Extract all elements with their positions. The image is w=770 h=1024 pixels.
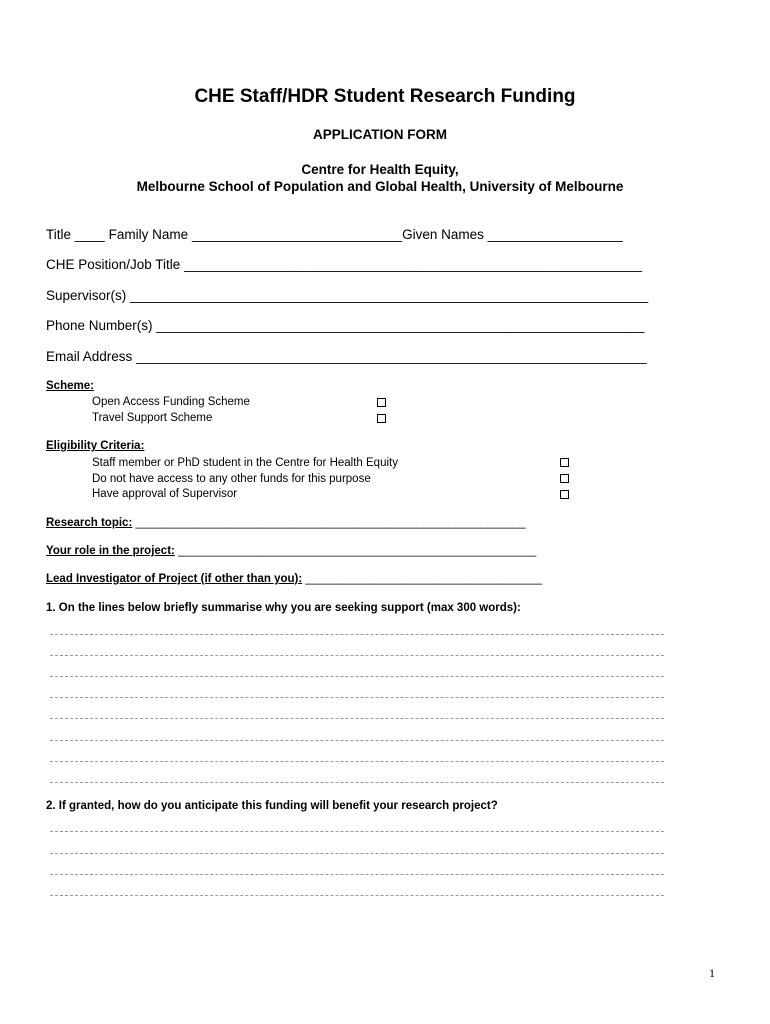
family-name-label: Family Name [108, 227, 189, 242]
title-field[interactable]: ____ [74, 227, 105, 242]
supervisor-row [46, 288, 648, 303]
q1-answer-line[interactable] [50, 634, 664, 635]
research-topic-label: Research topic: [46, 517, 133, 529]
family-name-field[interactable]: ____________________________ [191, 227, 403, 242]
name-row [46, 227, 623, 242]
supervisor-label: Supervisor(s) [46, 288, 127, 303]
position-label: CHE Position/Job Title [46, 257, 181, 272]
school-name: Melbourne School of Population and Global Health, University of Melbourne [136, 179, 624, 194]
eligibility-item-staff: Staff member or PhD student in the Centre for Health Equity [92, 457, 398, 469]
funds-checkbox[interactable] [560, 474, 569, 483]
eligibility-heading: Eligibility Criteria: [46, 440, 145, 452]
research-topic-row [46, 517, 526, 529]
lead-investigator-label: Lead Investigator of Project (if other than you): [46, 573, 303, 585]
form-subtitle: APPLICATION FORM [313, 127, 447, 142]
email-field[interactable]: ____________________________________________________________________ [136, 349, 647, 364]
page-number: 1 [709, 966, 715, 980]
form-title: CHE Staff/HDR Student Research Funding [194, 86, 576, 107]
scheme-heading: Scheme: [46, 380, 94, 392]
position-field[interactable]: _____________________________________________________________ [184, 257, 643, 272]
q2-answer-line[interactable] [50, 895, 664, 896]
q1-answer-line[interactable] [50, 718, 664, 719]
question-2: 2. If granted, how do you anticipate this funding will benefit your research project? [46, 800, 498, 812]
phone-row [46, 318, 644, 333]
travel-support-checkbox[interactable] [377, 414, 386, 423]
eligibility-item-approval: Have approval of Supervisor [92, 488, 238, 500]
email-row [46, 349, 647, 364]
given-names-field[interactable]: __________________ [487, 227, 623, 242]
open-access-checkbox[interactable] [377, 398, 386, 407]
role-row [46, 545, 536, 557]
q1-answer-line[interactable] [50, 655, 664, 656]
scheme-option-travel: Travel Support Scheme [92, 412, 213, 424]
email-label: Email Address [46, 349, 133, 364]
q2-answer-line[interactable] [50, 874, 664, 875]
role-field[interactable]: ________________________________________________________ [178, 545, 537, 557]
lead-investigator-field[interactable]: _____________________________________ [305, 573, 543, 585]
phone-label: Phone Number(s) [46, 318, 153, 333]
approval-checkbox[interactable] [560, 490, 569, 499]
eligibility-item-funds: Do not have access to any other funds for this purpose [92, 473, 371, 485]
given-names-label: Given Names [402, 227, 484, 242]
q1-answer-line[interactable] [50, 782, 664, 783]
phone-field[interactable]: _________________________________________________________________ [156, 318, 645, 333]
staff-checkbox[interactable] [560, 458, 569, 467]
position-row [46, 257, 642, 272]
q2-answer-line[interactable] [50, 831, 664, 832]
title-label: Title [46, 227, 72, 242]
q1-answer-line[interactable] [50, 761, 664, 762]
q1-answer-line[interactable] [50, 740, 664, 741]
supervisor-field[interactable]: _____________________________________________________________________ [130, 288, 649, 303]
q1-answer-line[interactable] [50, 676, 664, 677]
q1-answer-line[interactable] [50, 697, 664, 698]
research-topic-field[interactable]: _____________________________________________________________ [135, 517, 526, 529]
role-label: Your role in the project: [46, 545, 175, 557]
question-1: 1. On the lines below briefly summarise why you are seeking support (max 300 words): [46, 602, 521, 614]
centre-name: Centre for Health Equity, [301, 162, 459, 177]
scheme-option-open-access: Open Access Funding Scheme [92, 396, 250, 408]
lead-investigator-row [46, 573, 542, 585]
q2-answer-line[interactable] [50, 853, 664, 854]
